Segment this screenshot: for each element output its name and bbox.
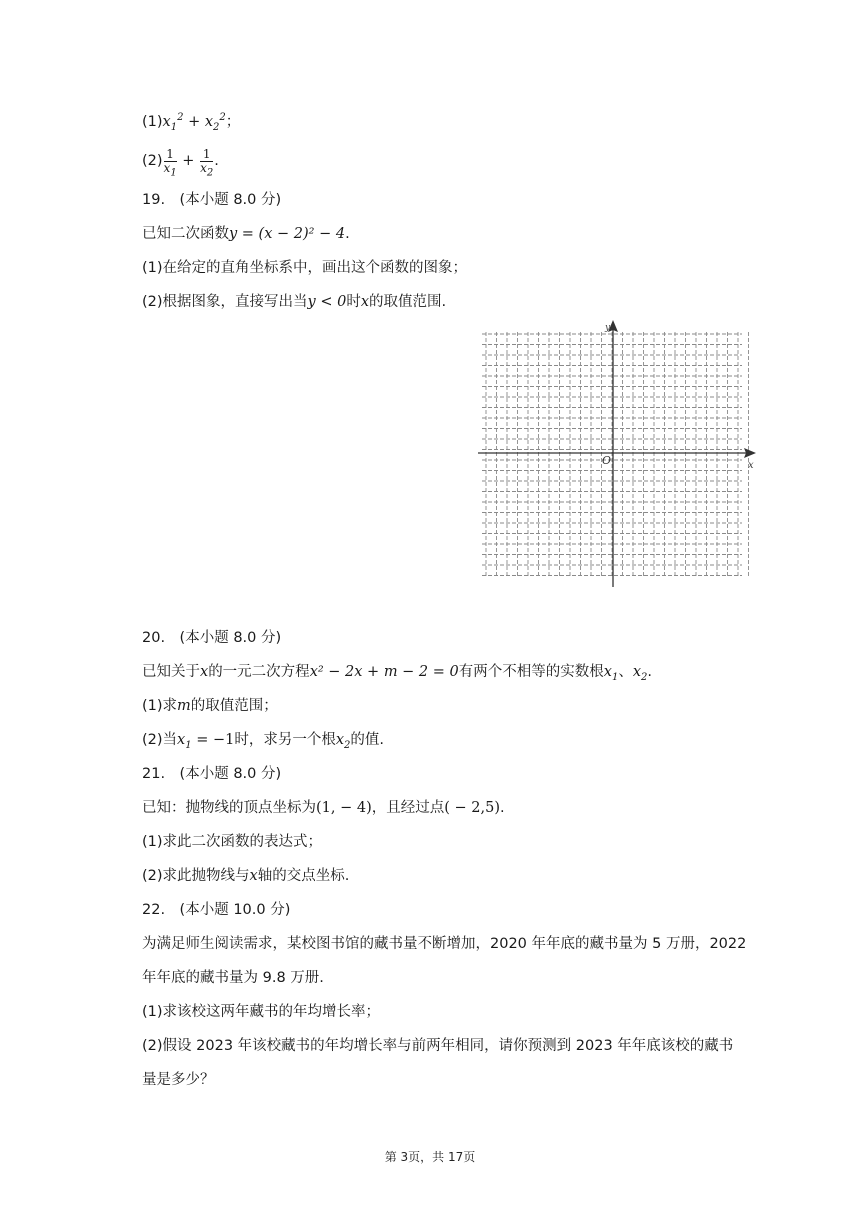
expr-sum-squares: $x_1^2$ <box>162 112 184 133</box>
q20-part2: (2)当$x_1 = -1$时，求另一个根$x_2$的值. <box>142 732 385 751</box>
q20-header: 20. (本小题 8.0 分) <box>142 630 282 646</box>
q20-stem: 已知关于x的一元二次方程x² − 2x + m − 2 = 0有两个不相等的实数根$x_1$、$x_2$. <box>142 664 652 683</box>
q22-stem-line2: 年年底的藏书量为 9.8 万册. <box>142 970 324 986</box>
origin-label: O <box>602 454 612 467</box>
q20-equation: x² − 2x + m − 2 = 0 <box>309 664 459 680</box>
q20-part1: (1)求m的取值范围； <box>142 698 278 714</box>
coordinate-grid <box>478 318 762 590</box>
q22-stem-line1: 为满足师生阅读需求，某校图书馆的藏书量不断增加，2020 年年底的藏书量为 5 万册，2022 <box>142 936 747 952</box>
q19-part1: (1)在给定的直角坐标系中，画出这个函数的图象； <box>142 260 468 276</box>
q19-stem: 已知二次函数y = (x − 2)² − 4. <box>142 226 350 242</box>
y-axis-label: y <box>605 323 611 333</box>
q18-part2: (2) $\frac{1}{x_1}$ + $\frac{1}{x_2}$ . <box>142 146 219 178</box>
q19-header: 19. (本小题 8.0 分) <box>142 192 282 208</box>
page-footer: 第 3页，共 17页 <box>384 1150 476 1164</box>
q22-part1: (1)求该校这两年藏书的年均增长率； <box>142 1004 381 1020</box>
fraction-1-over-x1: $\frac{1}{x_1}$ <box>163 146 177 178</box>
q21-stem: 已知：抛物线的顶点坐标为(1, − 4)，且经过点( − 2,5). <box>142 800 505 816</box>
q22-part2-line2: 量是多少？ <box>142 1072 215 1088</box>
x-axis-label: x <box>748 460 754 471</box>
q18-part1: $(1)x_1^2 + x_2^2$； <box>142 112 241 133</box>
q21-part1: (1)求此二次函数的表达式； <box>142 834 323 850</box>
q22-part2-line1: (2)假设 2023 年该校藏书的年均增长率与前两年相同，请你预测到 2023 年年底该校的藏书 <box>142 1038 734 1054</box>
q21-header: 21. (本小题 8.0 分) <box>142 766 282 782</box>
q19-formula: y = (x − 2)² − 4 <box>229 226 346 242</box>
fraction-1-over-x2: $\frac{1}{x_2}$ <box>200 146 214 178</box>
q19-part2: (2)根据图象，直接写出当y < 0时x的取值范围. <box>142 294 447 310</box>
grid-lines <box>482 332 749 576</box>
q22-header: 22. (本小题 10.0 分) <box>142 902 291 918</box>
q21-part2: (2)求此抛物线与x轴的交点坐标. <box>142 868 350 884</box>
